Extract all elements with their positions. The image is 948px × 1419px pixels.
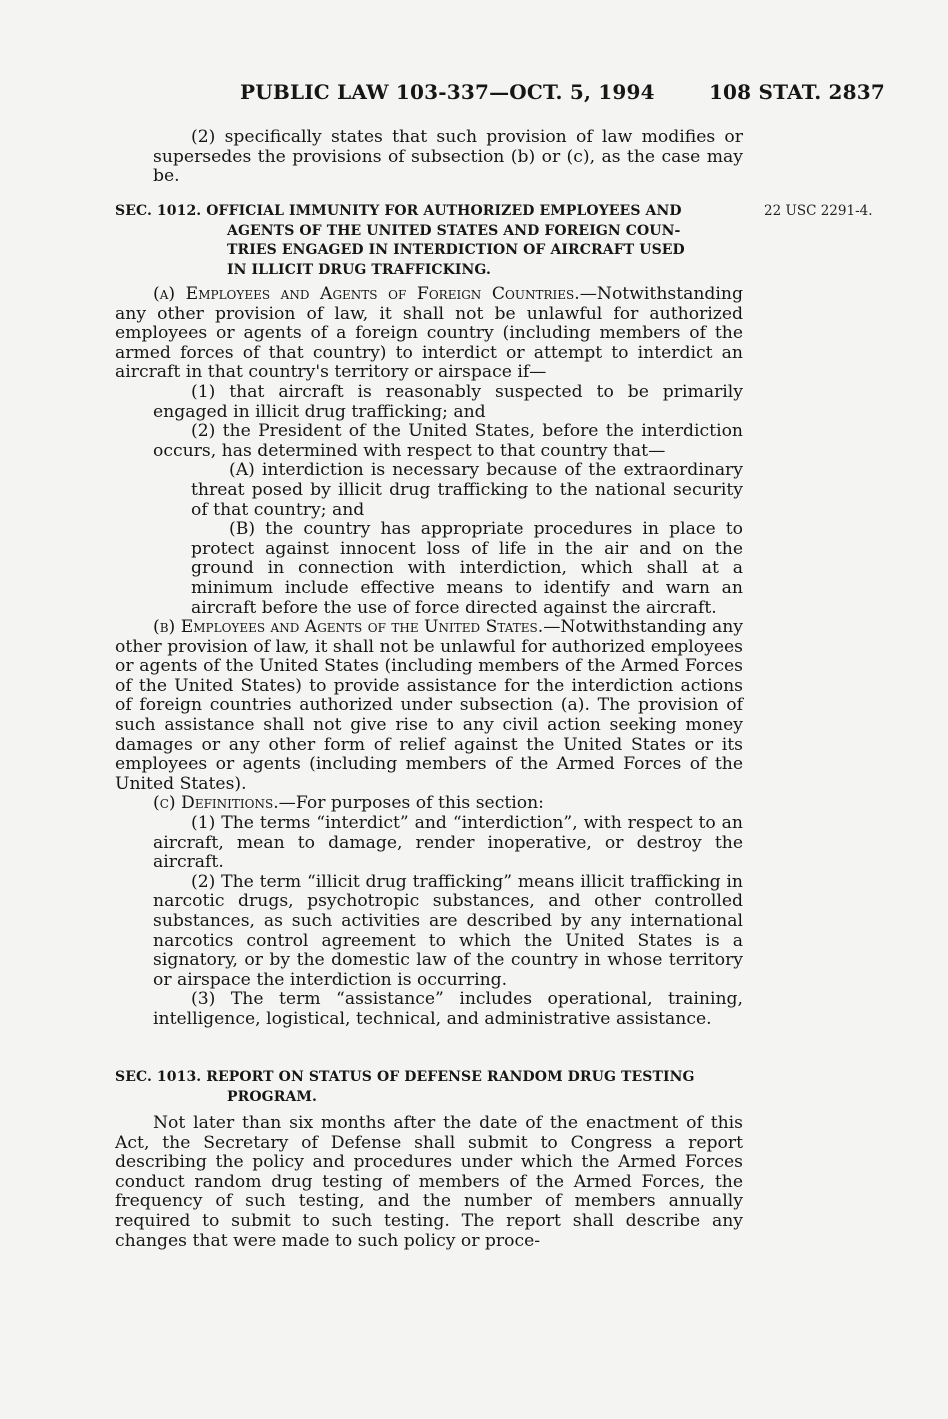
sec-1013-text: Not later than six months after the date of the enactment of this Act, the Secretary of Defense shall submit to Congress a report describing the policy and procedures under which the Armed Forces conduct random drug testing of members of the Armed Forces, the frequency of such testing, and the number of members annually required to submit to such testing. The report shall describe any changes that were made to such policy or proce-: [115, 1113, 743, 1251]
carryover-paragraph: [115, 128, 743, 187]
paragraph-c1: (1) The terms “interdict” and “interdiction”, with respect to an aircraft, mean to damage, render inoperative, or destroy the aircraft.: [153, 813, 743, 873]
subsection-a: [115, 285, 743, 383]
subsection-c: [115, 794, 743, 814]
subsection-b: [115, 618, 743, 794]
sec-1012-heading-line-3: IN ILLICIT DRUG TRAFFICKING.: [227, 261, 491, 278]
sec-1013-heading: [115, 1068, 743, 1107]
running-header: [115, 80, 885, 110]
header-stat-page: 108 STAT. 2837: [708, 80, 885, 104]
header-law-citation: PUBLIC LAW 103-337—OCT. 5, 1994: [240, 80, 655, 104]
sec-1013-body: [115, 1114, 743, 1251]
margin-citation: 22 USC 2291-4.: [764, 203, 873, 219]
paragraph-a2: (2) the President of the United States, before the interdiction occurs, has determined with respect to that country that—: [153, 421, 743, 461]
paragraph-c3: (3) The term “assistance” includes operational, training, intelligence, logistical, technical, and administrative assistance.: [153, 989, 743, 1029]
paragraph-a2B: (B) the country has appropriate procedures in place to protect against innocent loss of life in the air and on the ground in connection with interdiction, which shall at a minimum include effective means to identify and warn an aircraft before the use of force directed against the aircraft.: [191, 519, 743, 618]
sec-1012-heading-line-1: AGENTS OF THE UNITED STATES AND FOREIGN COUN-: [227, 222, 681, 239]
subsection-c-text: —For purposes of this section:: [278, 793, 544, 814]
subsection-a-text: —Notwithstanding any other provision of law, it shall not be unlawful for authorized employees or agents of a foreign country (including members of the armed forces of that country) to interdict or attempt to interdict an aircraft in that country's territory or airspace if—: [115, 284, 743, 383]
sec-1013-heading-line-2: PROGRAM.: [227, 1088, 317, 1105]
paragraph-c2: (2) The term “illicit drug trafficking” means illicit trafficking in narcotic drugs, psychotropic substances, and other controlled substances, as such activities are described by any international narcotics control agreement to which the United States is a signatory, or by the domestic law of the country in whose territory or airspace the interdiction is occurring.: [153, 871, 743, 990]
subsection-c-caption: (c) Definitions.: [153, 793, 279, 814]
subsection-a-caption: (a) Employees and Agents of Foreign Countries.: [153, 284, 580, 304]
paragraph-a2A: (A) interdiction is necessary because of the extraordinary threat posed by illicit drug trafficking to the national security of that country; and: [191, 460, 743, 520]
sec-1013-heading-lead: SEC. 1013. REPORT ON STATUS OF DEFENSE RANDOM DRUG TESTING: [115, 1069, 695, 1085]
subsection-b-text: —Notwithstanding any other provision of law, it shall not be unlawful for authorized employees or agents of the United States (including members of the Armed Forces of the United States) to provide assistance for the interdiction actions of foreign countries authorized under subsection (a). The provision of such assistance shall not give rise to any civil action seeking money damages or any other form of relief against the United States or its employees or agents (including members of the Armed Forces of the United States).: [115, 617, 743, 794]
paragraph-a1: (1) that aircraft is reasonably suspected to be primarily engaged in illicit drug trafficking; and: [153, 381, 743, 422]
sec-1012-body: [115, 285, 743, 1030]
sec-1012-heading-lead: SEC. 1012. OFFICIAL IMMUNITY FOR AUTHORIZED EMPLOYEES AND: [115, 203, 682, 219]
subsection-b-caption: (b) Employees and Agents of the United States.: [153, 617, 544, 638]
sec-1012-heading-line-2: TRIES ENGAGED IN INTERDICTION OF AIRCRAFT USED: [227, 242, 685, 258]
carryover-text: (2) specifically states that such provision of law modifies or supersedes the provisions of subsection (b) or (c), as the case may be.: [153, 127, 743, 187]
sec-1012-heading: [115, 202, 743, 280]
